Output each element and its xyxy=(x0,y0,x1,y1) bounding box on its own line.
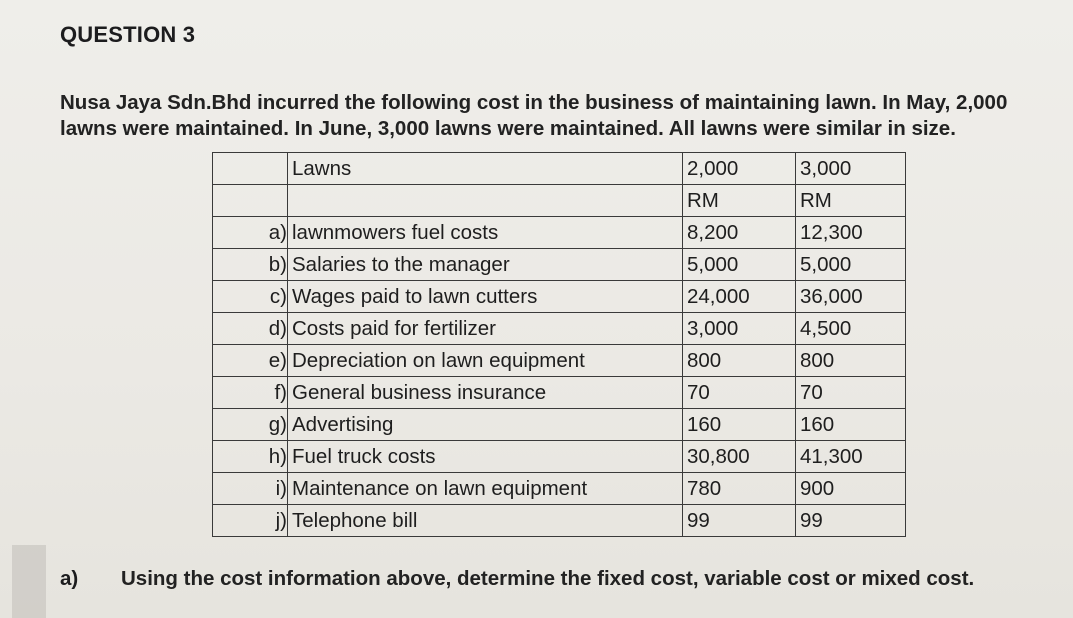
row-letter: a) xyxy=(213,217,288,249)
row-may-value: 8,200 xyxy=(683,217,796,249)
row-june-value: 99 xyxy=(796,505,906,537)
row-june-value: 900 xyxy=(796,473,906,505)
part-a-text: Using the cost information above, determine the fixed cost, variable cost or mixed cost. xyxy=(121,567,975,590)
table-row xyxy=(213,249,906,281)
table-row xyxy=(213,505,906,537)
row-may-value: 99 xyxy=(683,505,796,537)
row-letter: h) xyxy=(213,441,288,473)
row-letter: i) xyxy=(213,473,288,505)
row-june-value: 12,300 xyxy=(796,217,906,249)
row-may-value: 24,000 xyxy=(683,281,796,313)
header-lawns-label: Lawns xyxy=(288,153,683,185)
header-may-count: 2,000 xyxy=(683,153,796,185)
row-june-value: 41,300 xyxy=(796,441,906,473)
row-cost-label: Advertising xyxy=(288,409,683,441)
row-may-value: 70 xyxy=(683,377,796,409)
table-row xyxy=(213,473,906,505)
table-row xyxy=(213,281,906,313)
row-june-value: 160 xyxy=(796,409,906,441)
table-row xyxy=(213,377,906,409)
unit-may: RM xyxy=(683,185,796,217)
row-may-value: 160 xyxy=(683,409,796,441)
unit-blank-label xyxy=(288,185,683,217)
table-row xyxy=(213,217,906,249)
row-may-value: 3,000 xyxy=(683,313,796,345)
question-intro: Nusa Jaya Sdn.Bhd incurred the following cost in the business of maintaining lawn. In May, 2,000 lawns were maintained. In June, 3,000 lawns were maintained. All lawns were similar in size. xyxy=(60,91,1008,140)
row-june-value: 36,000 xyxy=(796,281,906,313)
row-cost-label: Salaries to the manager xyxy=(288,249,683,281)
table-row xyxy=(213,345,906,377)
table-header-row xyxy=(213,153,906,185)
row-cost-label: lawnmowers fuel costs xyxy=(288,217,683,249)
row-letter: e) xyxy=(213,345,288,377)
row-june-value: 800 xyxy=(796,345,906,377)
part-a-label: a) xyxy=(60,567,79,590)
row-letter: d) xyxy=(213,313,288,345)
row-cost-label: Costs paid for fertilizer xyxy=(288,313,683,345)
row-may-value: 30,800 xyxy=(683,441,796,473)
question-heading: QUESTION 3 xyxy=(60,22,196,47)
row-letter: c) xyxy=(213,281,288,313)
table-unit-row xyxy=(213,185,906,217)
row-letter: j) xyxy=(213,505,288,537)
row-cost-label: Telephone bill xyxy=(288,505,683,537)
unit-blank-cell xyxy=(213,185,288,217)
unit-june: RM xyxy=(796,185,906,217)
row-cost-label: Wages paid to lawn cutters xyxy=(288,281,683,313)
row-letter: f) xyxy=(213,377,288,409)
row-cost-label: General business insurance xyxy=(288,377,683,409)
row-letter: b) xyxy=(213,249,288,281)
header-blank-cell xyxy=(213,153,288,185)
row-may-value: 5,000 xyxy=(683,249,796,281)
cost-table xyxy=(212,152,906,537)
table-row xyxy=(213,313,906,345)
row-letter: g) xyxy=(213,409,288,441)
row-may-value: 800 xyxy=(683,345,796,377)
page-edge-shadow xyxy=(12,545,46,618)
table-row xyxy=(213,409,906,441)
row-cost-label: Maintenance on lawn equipment xyxy=(288,473,683,505)
header-june-count: 3,000 xyxy=(796,153,906,185)
table-row xyxy=(213,441,906,473)
row-june-value: 4,500 xyxy=(796,313,906,345)
row-june-value: 70 xyxy=(796,377,906,409)
row-may-value: 780 xyxy=(683,473,796,505)
row-june-value: 5,000 xyxy=(796,249,906,281)
row-cost-label: Depreciation on lawn equipment xyxy=(288,345,683,377)
row-cost-label: Fuel truck costs xyxy=(288,441,683,473)
